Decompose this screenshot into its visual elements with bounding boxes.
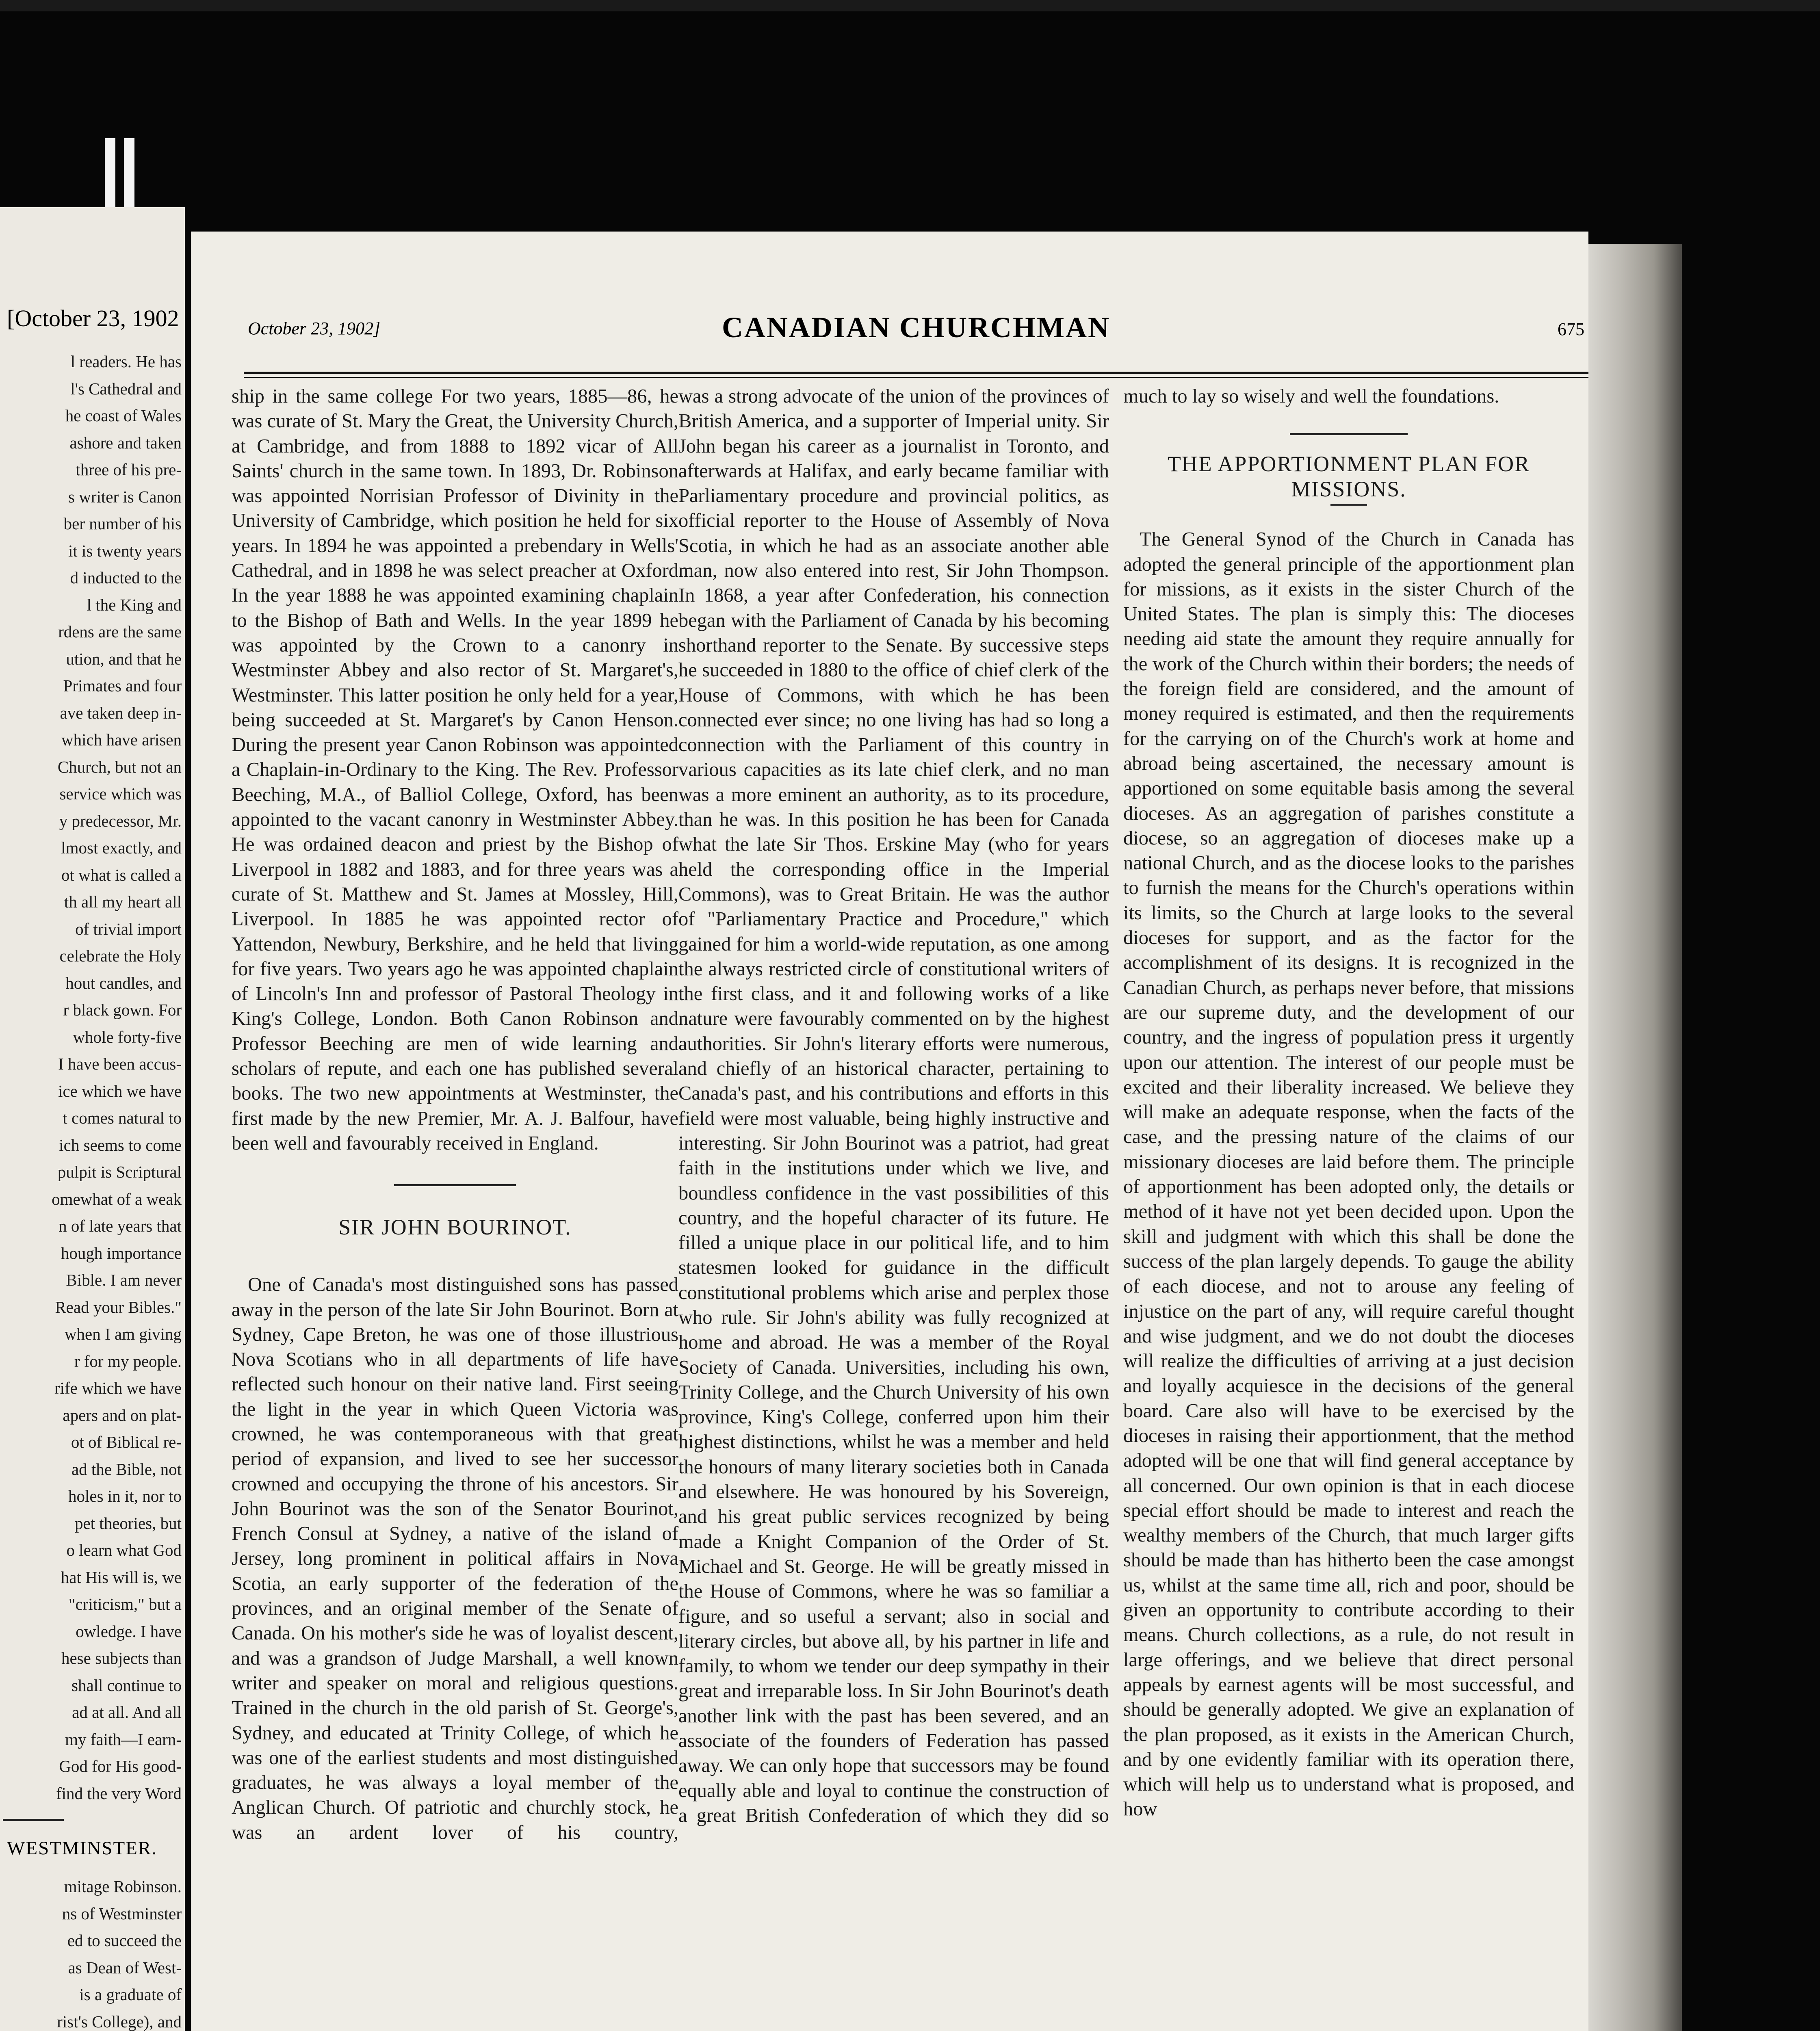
article-separator xyxy=(394,1184,516,1186)
previous-page-line: holes in it, nor to xyxy=(68,1487,182,1505)
previous-page-line: apers and on plat- xyxy=(63,1405,182,1425)
film-mark-top-right xyxy=(124,138,134,209)
column-3 xyxy=(1123,384,1574,1822)
previous-page-westminster-line: as Dean of West- xyxy=(68,1958,182,1977)
previous-page-line: rdens are the same xyxy=(58,622,182,641)
previous-page-line: owledge. I have xyxy=(76,1622,182,1641)
previous-page-line: lmost exactly, and xyxy=(61,838,182,857)
previous-page-line: which have arisen xyxy=(61,730,182,749)
newspaper-page xyxy=(191,232,1588,2031)
previous-page-line: d inducted to the xyxy=(70,568,182,587)
previous-page-line: ution, and that he xyxy=(66,649,182,668)
previous-page-line: o learn what God xyxy=(66,1541,182,1559)
scan-border-top xyxy=(0,0,1820,11)
previous-page-line: of trivial import xyxy=(75,919,182,938)
previous-page-line: whole forty-five xyxy=(73,1027,182,1046)
header-rule xyxy=(244,372,1597,374)
bourinot-heading: SIR JOHN BOURINOT. xyxy=(338,1215,572,1240)
previous-page-line: ber number of his xyxy=(63,514,182,533)
previous-page-line: l the King and xyxy=(87,595,182,614)
previous-page-line: l readers. He has xyxy=(70,352,182,371)
previous-page-line: hout candles, and xyxy=(65,973,182,992)
previous-page-westminster-line: rist's College), and xyxy=(57,2012,182,2031)
column-2 xyxy=(678,384,1109,1828)
previous-page-line: ich seems to come xyxy=(59,1135,182,1154)
previous-page-line: celebrate the Holy xyxy=(59,946,182,965)
heading-underline xyxy=(1330,504,1367,506)
previous-page-line: three of his pre- xyxy=(76,460,182,479)
apportionment-heading: THE APPORTIONMENT PLAN FOR MISSIONS. xyxy=(1167,452,1530,502)
previous-page-westminster-line: ns of Westminster xyxy=(62,1904,182,1923)
bourinot-text-end: much to lay so wisely and well the foundations. xyxy=(1123,385,1499,407)
previous-page-line: rife which we have xyxy=(54,1379,182,1397)
previous-page-line: n of late years that xyxy=(58,1217,182,1235)
previous-page-line: l's Cathedral and xyxy=(70,379,182,398)
previous-page-line: hese subjects than xyxy=(61,1649,182,1667)
page-number: 675 xyxy=(1558,319,1584,339)
previous-page-line: y predecessor, Mr. xyxy=(59,811,182,830)
previous-page-line: hat His will is, we xyxy=(61,1568,182,1587)
masthead-title: CANADIAN CHURCHMAN xyxy=(722,311,1110,344)
header-date: October 23, 1902] xyxy=(248,318,381,338)
previous-page-line: ashore and taken xyxy=(69,433,182,452)
film-mark-top-left xyxy=(105,138,115,209)
previous-page-westminster-line: is a graduate of xyxy=(79,1985,182,2004)
westminster-heading: WESTMINSTER. xyxy=(7,1838,157,1859)
previous-page-line: God for His good- xyxy=(59,1757,182,1776)
previous-page-westminster-line: mitage Robinson. xyxy=(64,1877,182,1896)
previous-page-fragment xyxy=(0,207,185,2031)
previous-page-text xyxy=(3,348,182,1807)
previous-page-line: omewhat of a weak xyxy=(52,1189,182,1208)
previous-page-text-2 xyxy=(3,1873,182,2031)
previous-page-line: ad at all. And all xyxy=(72,1703,182,1721)
previous-page-line: Church, but not an xyxy=(57,757,182,776)
previous-page-line: shall continue to xyxy=(71,1676,182,1695)
header-rule-thin xyxy=(244,377,1597,378)
previous-page-line: Read your Bibles." xyxy=(55,1297,182,1316)
beeching-robinson-text: ship in the same college For two years, 1885—86, he was curate of St. Mary the Great, the University Church, at Cambridge, and from 1888 to 1892 vicar of All Saints' church in the same town. In 1893, Dr. Robinson was appointed Norrisian Professor of Divinity in the University of Cambridge, which position he held for six years. In 1894 he was appointed a prebendary in Wells' Cathedral, and in 1898 he was select preacher at Oxford In the year 1888 he was appointed examining chaplain to the Bishop of Bath and Wells. In the year 1899 he was appointed by the Crown to a canonry in Westminster Abbey and also rector of St. Margaret's, Westminster. This latter position he only held for a year, being succeeded at St. Margaret's by Canon Henson. During the present year Canon Robinson was appointed a Chaplain-in-Ordinary to the King. The Rev. Professor Beeching, M.A., of Balliol College, Oxford, has been appointed to the vacant canonry in Westminster Abbey. He was ordained deacon and priest by the Bishop of Liverpool in 1882 and 1883, and for three years was a curate of St. Matthew and St. James at Mossley, Hill, Liverpool. In 1885 he was appointed rector of Yattendon, Newbury, Berkshire, and he held that living for five years. Two years ago he was appointed chaplain of Lincoln's Inn and professor of Pastoral Theology in King's College, London. Both Canon Robinson and Professor Beeching are men of wide learning and scholars of repute, and each one has published several books. The two new appointments at Westminster, the first made by the new Premier, Mr. A. J. Balfour, have been well and favourably received in England. xyxy=(232,385,678,1154)
previous-page-line: my faith—I earn- xyxy=(65,1730,182,1749)
previous-page-line: ice which we have xyxy=(58,1081,182,1100)
previous-page-line: I have been accus- xyxy=(58,1054,182,1073)
page-edge-shadow xyxy=(1588,244,1682,2031)
previous-page-line: Primates and four xyxy=(63,676,182,695)
article-separator-2 xyxy=(1290,433,1408,435)
previous-page-line: s writer is Canon xyxy=(68,487,182,506)
previous-page-line: ot of Biblical re- xyxy=(71,1433,182,1451)
previous-page-line: "criticism," but a xyxy=(68,1595,182,1613)
apportionment-text: The General Synod of the Church in Canada has adopted the general principle of the apportionment plan for missions, as it exists in the sister Church of the United States. The plan is simply this: The dioceses needing aid state the amount they require annually for the work of the Church within their borders; the needs of the foreign field are considered, and the amount of money required is estimated, and then the requirements for the carrying on of the Church's work at home and abroad being ascertained, the necessary amount is apportioned on some equitable basis among the several dioceses. As an aggregation of parishes constitute a diocese, so an aggregation of dioceses make up a national Church, and as the diocese looks to the parishes to furnish the means for the Church's operations within its limits, so the Church at large looks to the several dioceses for support, and as the factor for the accomplishment of its designs. It is recognized in the Canadian Church, as perhaps never before, that missions are our supreme duty, and the development of our country, and the ingress of population press it urgently upon our attention. The interest of our people must be excited and their liberality increased. We believe they will make an adequate response, when the facts of the case, and the pressing nature of the claims of our missionary dioceses are laid before them. The principle of apportionment has been adopted only, the details or method of it have not yet been decided upon. Upon the skill and judgment with which this shall be done the success of the plan largely depends. To gauge the ability of each diocese, and not to arouse any feeling of injustice on the part of any, will require careful thought and wise judgment, and we do not doubt the dioceses will realize the difficulties of arriving at a just decision and loyally acquiesce in the decisions of the general board. Care also will have to be exercised by the dioceses in raising their apportionment, that the method adopted will be one that will find general acceptance by all concerned. Our own opinion is that in each diocese special effort should be made to interest and reach the wealthy members of the Church, that much larger gifts should be made than has hitherto been the case amongst us, whilst at the same time all, rich and poor, should be given an opportunity to contribute according to their means. Church collections, as a rule, do not result in large offerings, and we believe that direct personal appeals by earnest agents will be most successful, and should be generally adopted. We give an explanation of the plan proposed, as it exists in the American Church, and by one evidently familiar with its operation there, which will help us to understand what is proposed, and how xyxy=(1123,528,1574,1820)
previous-page-line: ave taken deep in- xyxy=(60,703,182,722)
previous-page-line: when I am giving xyxy=(64,1325,182,1343)
previous-page-line: r for my people. xyxy=(74,1351,182,1371)
page-header xyxy=(248,311,1584,343)
previous-page-westminster-line: ed to succeed the xyxy=(67,1931,182,1950)
previous-page-line: r black gown. For xyxy=(63,1000,182,1019)
previous-page-line: he coast of Wales xyxy=(65,406,182,425)
column-1 xyxy=(232,384,678,1845)
previous-page-line: find the very Word xyxy=(56,1784,182,1803)
previous-page-line: t comes natural to xyxy=(63,1109,182,1127)
previous-page-header: [October 23, 1902 xyxy=(7,305,179,331)
previous-page-line: pulpit is Scriptural xyxy=(57,1163,182,1181)
bourinot-text-2: was a strong advocate of the union of the provinces of British America, and a supporter of Imperial unity. Sir John began his career as a journalist in Toronto, and afterwards at Halifax, and early became familiar with Parliamentary procedure and provincial politics, as official reporter to the House of Assembly of Nova Scotia, in which he had as an associate another able man, now also entered into rest, Sir John Thompson. In 1868, a year after Confederation, his connection began with the Parliament of Canada by his becoming shorthand reporter to the Senate. By successive steps he succeeded in 1880 to the office of chief clerk of the House of Commons, with which he has been connected ever since; no one living has had so long a connection with the Parliament of this country in various capacities as its late chief clerk, and no man was a more eminent an authority, as to its procedure, than he was. In this position he has been for Canada what the late Sir Thos. Erskine May (who for years held the corresponding office in the Imperial Commons), was to Great Britain. He was the author of "Parliamentary Practice and Procedure," which gained for him a world-wide reputation, as one among the always restricted circle of constitutional writers of the first class, and it and following works of a like nature were favourably commented on by the highest authorities. Sir John's literary efforts were numerous, and chiefly of an historical character, pertaining to Canada's past, and his contributions and efforts in this field were most valuable, being highly instructive and interesting. Sir John Bourinot was a patriot, had great faith in the institutions under which we live, and boundless confidence in the vast possibilities of this country, and the hopeful character of its future. He filled a unique place in our political life, and to him statesmen looked for guidance in the difficult constitutional problems which arise and perplex those who rule. Sir John's ability was fully recognized at home and abroad. He was a member of the Royal Society of Canada. Universities, including his own, Trinity College, and the Church University of his own province, King's College, conferred upon him their highest distinctions, whilst he was a member and held the honours of many literary societies both in Canada and elsewhere. He was honoured by his Sovereign, and his great public services recognized by being made a Knight Companion of the Order of St. Michael and St. George. He will be greatly missed in the House of Commons, where he was so familiar a figure, and so useful a servant; also in social and literary circles, but above all, by his partner in life and family, to whom we tender our deep sympathy in their great and irreparable loss. In Sir John Bourinot's death another link with the past has been severed, and an associate of the founders of Federation has passed away. We can only hope that successors may be found equally able and loyal to continue the construction of a great British Confederation of which they did so xyxy=(678,385,1109,1826)
previous-page-line: Bible. I am never xyxy=(66,1271,182,1289)
previous-page-line: hough importance xyxy=(61,1243,182,1262)
previous-page-line: pet theories, but xyxy=(74,1514,182,1533)
previous-page-rule xyxy=(3,1819,64,1821)
previous-page-line: th all my heart all xyxy=(64,892,182,911)
bourinot-text-1: One of Canada's most distinguished sons has passed away in the person of the late Sir John Bourinot. Born at Sydney, Cape Breton, he was one of those illustrious Nova Scotians who in all departments of life have reflected such honour on their native land. First seeing the light in the year in which Queen Victoria was crowned, he was contemporaneous with that great period of expansion, and lived to see her successor crowned and occupying the throne of his ancestors. Sir John Bourinot was the son of the Senator Bourinot, French Consul at Sydney, a native of the island of Jersey, long prominent in political affairs in Nova Scotia, an early supporter of the federation of the provinces, and an original member of the Senate of Canada. On his mother's side he was of loyalist descent, and was a grandson of Judge Marshall, a well known writer and speaker on moral and religious questions. Trained in the church in the old parish of St. George's, Sydney, and educated at Trinity College, of which he was one of the earliest students and most distinguished graduates, he was always a loyal member of the Anglican Church. Of patriotic and churchly stock, he was an ardent lover of his country, xyxy=(232,1274,678,1843)
previous-page-line: ad the Bible, not xyxy=(71,1459,182,1479)
previous-page-line: ot what is called a xyxy=(61,865,182,884)
previous-page-line: service which was xyxy=(59,784,182,803)
previous-page-line: it is twenty years xyxy=(68,541,182,560)
